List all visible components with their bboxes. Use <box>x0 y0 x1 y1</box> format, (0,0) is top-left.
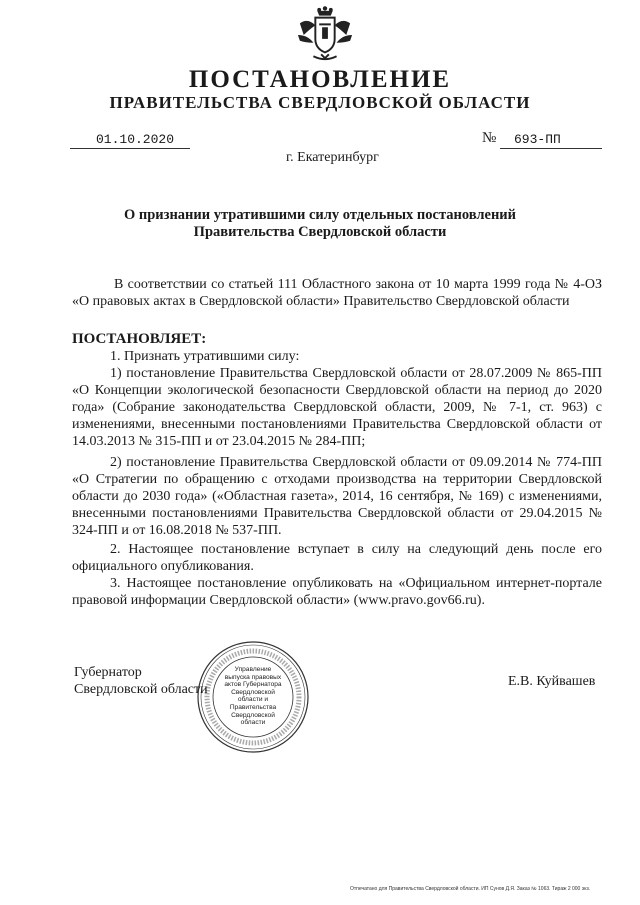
resolves-heading: ПОСТАНОВЛЯЕТ: <box>72 331 207 347</box>
signatory-name: Е.В. Куйвашев <box>508 674 596 689</box>
item-2: 2. Настоящее постановление вступает в силу на следующий день после его официального опубликования. <box>72 542 602 574</box>
document-number-label: № <box>482 130 497 146</box>
item-1-1: 1) постановление Правительства Свердловской области от 28.07.2009 № 865-ПП «О Концепции экологической безопасности Свердловской области на период до 2020 года» (Собрание законодательства Свердловской области, 2009, № 7-1, ст. 963) с изменениями, внесенными постановлениями Правительства Свердловской области от 14.03.2013 № 315-ПП и от 23.04.2015 № 284-ПП; <box>72 366 602 449</box>
item-1-2: 2) постановление Правительства Свердловской области от 09.09.2014 № 774-ПП «О Стратегии по обращению с отходами производства на территории Свердловской области до 2030 года» («Областная газета», 2014, 16 сентября, № 169) с изменениями, внесенными постановлениями Правительства Свердловской области от 29.04.2015 № 324-ПП и от 16.08.2018 № 537-ПП. <box>72 455 602 538</box>
document-number: 693-ПП <box>500 132 602 149</box>
document-title: ПОСТАНОВЛЕНИЕ <box>188 66 452 93</box>
document-subtitle: ПРАВИТЕЛЬСТВА СВЕРДЛОВСКОЙ ОБЛАСТИ <box>109 93 531 112</box>
signatory-role-line-1: Губернатор <box>74 665 142 680</box>
document-city: г. Екатеринбург <box>286 150 379 165</box>
document-date: 01.10.2020 <box>70 132 190 149</box>
print-footer: Отпечатано для Правительства Свердловской области. ИП Сунов Д.Я. Заказ № 1063. Тираж 2 000 экз. <box>350 886 591 892</box>
signatory-role-line-2: Свердловской области <box>74 682 208 697</box>
document-heading <box>0 207 640 241</box>
coat-of-arms-emblem <box>296 6 354 64</box>
heading-line-2: Правительства Свердловской области <box>193 224 447 240</box>
item-3: 3. Настоящее постановление опубликовать на «Официальном интернет-портале правовой информации Свердловской области» (www.pravo.gov66.ru). <box>72 576 602 608</box>
intro-paragraph: В соответствии со статьей 111 Областного закона от 10 марта 1999 года № 4-ОЗ «О правовых актах в Свердловской области» Правительство Свердловской области <box>72 277 602 309</box>
seal-center-text: Управление выпуска правовых актов Губернатора Свердловской области и Правительства Свердловской области <box>224 666 282 727</box>
heading-line-1: О признании утратившими силу отдельных постановлений <box>123 207 517 223</box>
signatory-role <box>74 664 208 698</box>
item-1: 1. Признать утратившими силу: <box>110 349 300 364</box>
